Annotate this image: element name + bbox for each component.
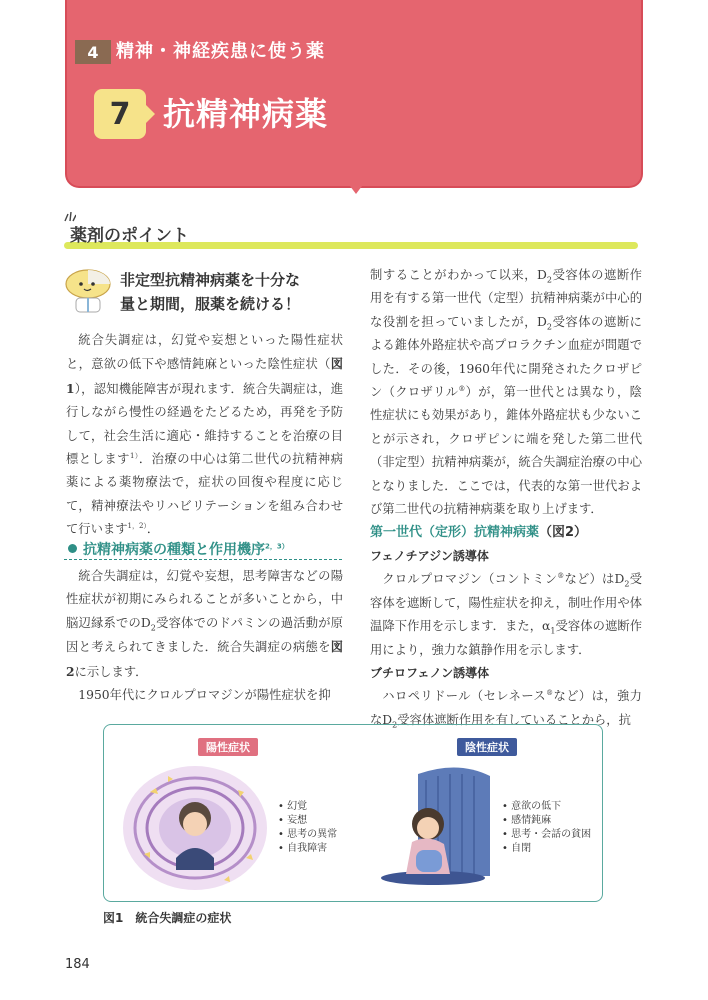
text: ハロペリドール（セレネース bbox=[382, 689, 547, 704]
list-item: • 自我障害 bbox=[278, 842, 337, 856]
text: 制することがわかって以来，D bbox=[370, 268, 547, 282]
citation: 1） bbox=[129, 451, 139, 460]
list-item: • 意欲の低下 bbox=[502, 800, 591, 814]
figure-number: 図1 bbox=[103, 911, 124, 925]
positive-symptoms-list bbox=[278, 800, 337, 856]
positive-symptoms-badge: 陽性症状 bbox=[198, 738, 258, 756]
callout-line-1: 非定型抗精神病薬を十分な bbox=[120, 271, 301, 289]
text: 統合失調症は，幻覚や妄想といった陽性症状と，意欲の低下や感情鈍麻といった陰性症状（ bbox=[66, 333, 343, 372]
subsection-heading bbox=[370, 521, 642, 544]
paragraph: 1950年代にクロルプロマジンが陽性症状を抑 bbox=[78, 688, 331, 703]
chapter-number: 4 bbox=[75, 40, 111, 64]
text: ）が，第一世代とは異なり，陰性症状にも効果があり，錐体外路症状も少ないことが示され，クロザピンに端を発した第二世代（非定型）抗精神病薬が，統合失調症治療の中心となりました．ここでは，代表的な第一世代および第二世代の抗精神病薬を取り上げます． bbox=[370, 385, 642, 517]
citation: 2，3） bbox=[265, 542, 289, 551]
text: 受容体遮断作用を有していることから，抗 bbox=[397, 712, 631, 727]
callout-line-2: 量と期間，服薬を続ける！ bbox=[120, 295, 301, 313]
text: に示します． bbox=[74, 664, 148, 679]
text: クロルプロマジン（コントミン bbox=[382, 572, 558, 587]
list-item: • 感情鈍麻 bbox=[502, 814, 591, 828]
bullet-icon bbox=[68, 544, 77, 553]
paragraph bbox=[370, 568, 642, 662]
subscript: 2 bbox=[546, 275, 553, 285]
text: など）は，強力なD bbox=[370, 689, 642, 727]
figure-ref: 図1 bbox=[66, 356, 343, 396]
text: 受容体の遮断作用により，強力な鎮静作用を示します． bbox=[370, 619, 642, 657]
paragraph bbox=[66, 565, 343, 684]
section-heading bbox=[68, 539, 289, 559]
subscript: 2 bbox=[392, 720, 398, 730]
left-column-body bbox=[66, 565, 343, 707]
subsection-heading-text: 第一世代（定形）抗精神病薬 bbox=[370, 525, 540, 541]
subscript: 2 bbox=[624, 579, 630, 589]
text: ．治療の中心は第二世代の抗精神病薬による薬物療法で，症状の回復や程度に応じて，精神療法やリハビリテーションを組み合わせて行います bbox=[66, 452, 343, 537]
subscript: 1 bbox=[550, 626, 556, 636]
text: ），認知機能障害が現れます．統合失調症は，進行しながら慢性の経過をたどるため，再発を予防して，社会生活に適応・維持することを治療の目標とします bbox=[66, 381, 343, 467]
section-heading-text: 抗精神病薬の種類と作用機序 bbox=[83, 542, 265, 558]
chapter-title: 精神・神経疾患に使う薬 bbox=[116, 41, 325, 62]
text: 受容体の遮断作用を有する第一世代（定型）抗精神病薬が中心的な役割を担っていましたが，D bbox=[370, 268, 642, 329]
page-number: 184 bbox=[65, 957, 90, 972]
section-divider bbox=[64, 559, 342, 560]
left-column-intro bbox=[66, 329, 343, 542]
figure-caption-text: 統合失調症の症状 bbox=[135, 911, 232, 925]
subscript: 2 bbox=[150, 623, 156, 633]
drug-class-heading: フェノチアジン誘導体 bbox=[370, 548, 489, 563]
paragraph bbox=[66, 329, 343, 542]
figure-caption bbox=[103, 909, 231, 926]
registered-mark: ® bbox=[458, 384, 466, 393]
negative-symptoms-illustration bbox=[378, 766, 493, 886]
list-item: • 幻覚 bbox=[278, 800, 337, 814]
page-title: 抗精神病薬 bbox=[163, 95, 329, 133]
list-item: • 思考の異常 bbox=[278, 828, 337, 842]
figure-ref: （図2） bbox=[539, 525, 588, 541]
banner-tail bbox=[347, 182, 365, 194]
text: 受容体の遮断による錐体外路症状や高プロラクチン血症が問題でした．その後，1960年代に開発されたクロザピン（クロザリル bbox=[370, 314, 642, 400]
negative-symptoms-list bbox=[502, 800, 591, 856]
list-item: • 思考・会話の貧困 bbox=[502, 828, 591, 842]
text: 統合失調症は，幻覚や妄想，思考障害などの陽性症状が初期にみられることが多いことから，中脳辺縁系でのD bbox=[66, 569, 343, 630]
list-item: • 自閉 bbox=[502, 842, 591, 856]
citation: 1，2） bbox=[127, 522, 147, 531]
text: ． bbox=[146, 522, 160, 537]
negative-symptoms-badge: 陰性症状 bbox=[457, 738, 517, 756]
subscript: 2 bbox=[546, 322, 553, 332]
section-arrow-icon bbox=[145, 104, 155, 124]
section-number: 7 bbox=[94, 89, 146, 139]
text: など）はD bbox=[564, 572, 625, 587]
positive-symptoms-illustration bbox=[120, 762, 270, 894]
point-heading: 薬剤のポイント bbox=[70, 226, 189, 246]
drug-class-heading: ブチロフェノン誘導体 bbox=[370, 665, 490, 680]
key-point-callout bbox=[120, 268, 345, 316]
header-banner bbox=[65, 0, 643, 188]
right-column bbox=[370, 264, 642, 732]
list-item: • 妄想 bbox=[278, 814, 337, 828]
doctor-pill-icon bbox=[62, 264, 114, 316]
figure-ref: 図2 bbox=[66, 639, 343, 679]
text: 受容体でのドパミンの過活動が原因と考えられてきました．統合失調症の病態を bbox=[66, 615, 343, 655]
registered-mark: ® bbox=[557, 572, 565, 581]
paragraph bbox=[370, 264, 642, 521]
registered-mark: ® bbox=[546, 689, 554, 698]
text: 受容体を遮断して，陽性症状を抑え，制吐作用や体温降下作用を示します．また，α bbox=[370, 572, 643, 634]
